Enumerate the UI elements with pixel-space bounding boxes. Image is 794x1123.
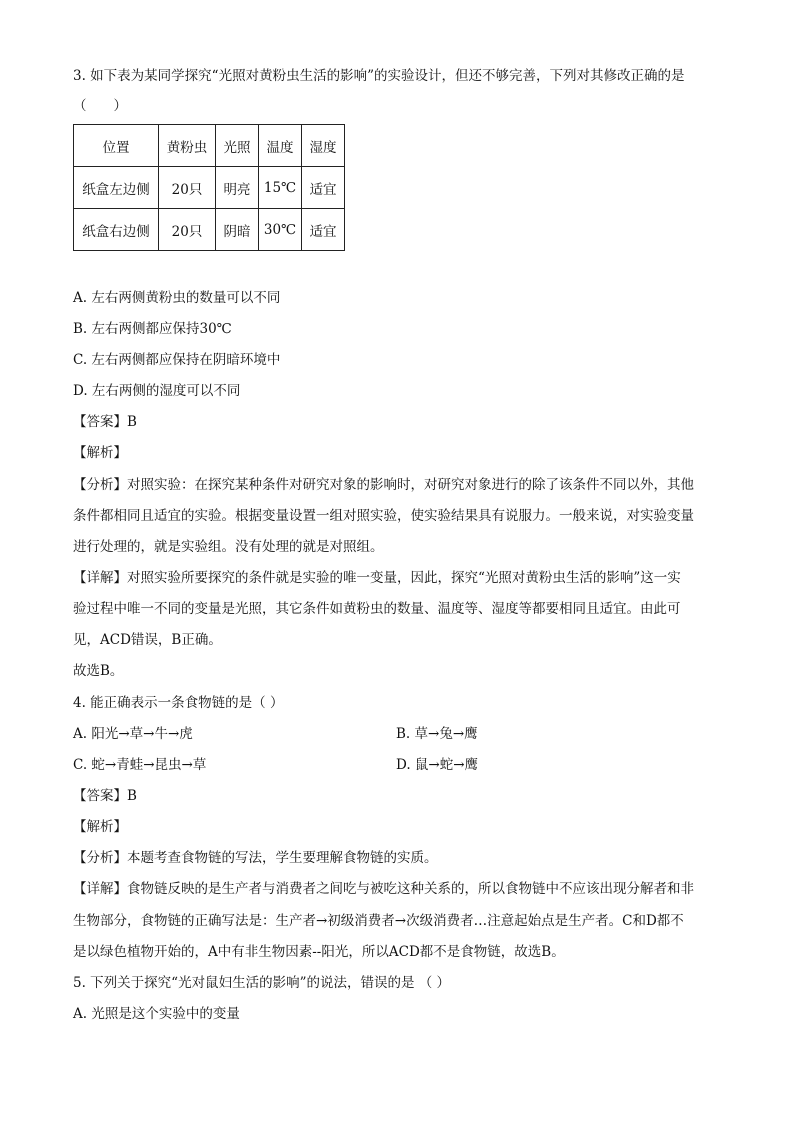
q3-fenxi-line3: 进行处理的，就是实验组。没有处理的就是对照组。 [73, 539, 384, 555]
q4-option-d: D. 鼠→蛇→鹰 [396, 757, 479, 773]
table-cell: 30℃ [259, 209, 302, 251]
table-cell: 阴暗 [216, 209, 259, 251]
table-header-row [74, 125, 345, 167]
q5-stem: 5. 下列关于探究“光对鼠妇生活的影响”的说法，错误的是 （ ） [73, 975, 451, 991]
q3-option-c: C. 左右两侧都应保持在阴暗环境中 [73, 352, 281, 368]
table-header-cell: 湿度 [302, 125, 345, 167]
q4-stem: 4. 能正确表示一条食物链的是（ ） [73, 695, 284, 711]
q3-option-d: D. 左右两侧的湿度可以不同 [73, 383, 241, 399]
q4-xiangjie-line1: 【详解】食物链反映的是生产者与消费者之间吃与被吃这种关系的，所以食物链中不应该出现分解者和非 [73, 881, 694, 897]
q4-option-b: B. 草→兔→鹰 [396, 726, 478, 742]
q3-fenxi-line2: 条件都相同且适宜的实验。根据变量设置一组对照实验，使实验结果具有说服力。一般来说，对实验变量 [73, 508, 694, 524]
q4-option-c: C. 蛇→青蛙→昆虫→草 [73, 757, 207, 773]
q3-xiangjie-line2: 验过程中唯一不同的变量是光照，其它条件如黄粉虫的数量、温度等、湿度等都要相同且适宜。由此可 [73, 601, 681, 617]
q3-option-b: B. 左右两侧都应保持30℃ [73, 321, 232, 337]
table-header-cell: 黄粉虫 [159, 125, 216, 167]
table-cell: 明亮 [216, 167, 259, 209]
table-header-cell: 位置 [74, 125, 159, 167]
q5-option-a: A. 光照是这个实验中的变量 [73, 1006, 240, 1022]
q3-stem-line1: 3. 如下表为某同学探究“光照对黄粉虫生活的影响”的实验设计，但还不够完善，下列对其修改正确的是 [73, 68, 685, 84]
q3-option-a: A. 左右两侧黄粉虫的数量可以不同 [73, 290, 281, 306]
q3-fenxi-line1: 【分析】对照实验：在探究某种条件对研究对象的影响时，对研究对象进行的除了该条件不同以外，其他 [73, 477, 694, 493]
table-cell: 纸盒右边侧 [74, 209, 159, 251]
table-cell: 适宜 [302, 209, 345, 251]
q4-xiangjie-line2: 生物部分，食物链的正确写法是：生产者→初级消费者→次级消费者…注意起始点是生产者。C和D都不 [73, 913, 684, 929]
table-cell: 20只 [159, 167, 216, 209]
table-header-cell: 光照 [216, 125, 259, 167]
table-cell: 纸盒左边侧 [74, 167, 159, 209]
q3-xiangjie-line3: 见，ACD错误，B正确。 [73, 632, 222, 648]
table-row [74, 209, 345, 251]
table-cell: 20只 [159, 209, 216, 251]
q3-stem-line2: （ ） [73, 98, 127, 114]
q4-analysis-label: 【解析】 [73, 819, 127, 835]
q3-conclusion: 故选B。 [73, 663, 124, 679]
table-cell: 15℃ [259, 167, 302, 209]
experiment-table [73, 124, 345, 251]
table-row [74, 167, 345, 209]
q4-fenxi: 【分析】本题考查食物链的写法，学生要理解食物链的实质。 [73, 850, 438, 866]
table-cell: 适宜 [302, 167, 345, 209]
q3-analysis-label: 【解析】 [73, 445, 127, 461]
q3-xiangjie-line1: 【详解】对照实验所要探究的条件就是实验的唯一变量，因此，探究“光照对黄粉虫生活的影响”这一实 [73, 570, 681, 586]
q3-answer: 【答案】B [73, 414, 137, 430]
q4-option-a: A. 阳光→草→牛→虎 [73, 726, 193, 742]
q4-answer: 【答案】B [73, 788, 137, 804]
q4-xiangjie-line3: 是以绿色植物开始的，A中有非生物因素--阳光，所以ACD都不是食物链，故选B。 [73, 944, 565, 960]
table-header-cell: 温度 [259, 125, 302, 167]
